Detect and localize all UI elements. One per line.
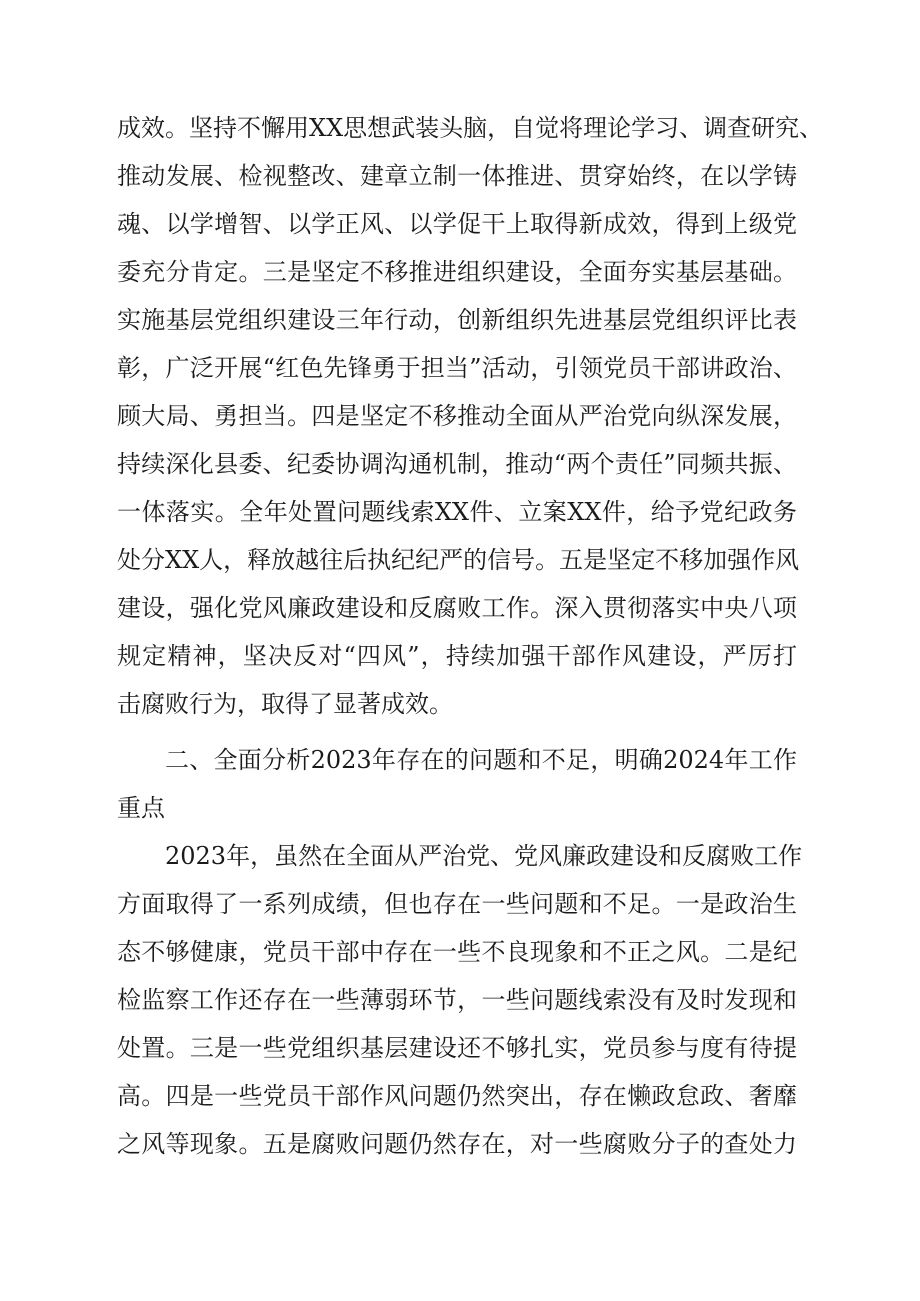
text-line: 建设，强化党风廉政建设和反腐败工作。深入贯彻落实中央八项 xyxy=(117,594,797,622)
text-line: 推动发展、检视整改、建章立制一体推进、贯穿始终，在以学铸 xyxy=(117,162,797,190)
text-line: 魂、以学增智、以学正风、以学促干上取得新成效，得到上级党 xyxy=(117,210,797,238)
text-line: 持续深化县委、纪委协调沟通机制，推动“两个责任”同频共振、 xyxy=(117,450,797,478)
text-line: 之风等现象。五是腐败问题仍然存在，对一些腐败分子的查处力 xyxy=(117,1130,797,1158)
text-line: 处置。三是一些党组织基层建设还不够扎实，党员参与度有待提 xyxy=(117,1034,797,1062)
heading-line: 二、全面分析2023年存在的问题和不足，明确2024年工作 xyxy=(165,746,797,774)
text-line: 实施基层党组织建设三年行动，创新组织先进基层党组织评比表 xyxy=(117,306,797,334)
text-line: 委充分肯定。三是坚定不移推进组织建设，全面夯实基层基础。 xyxy=(117,258,797,286)
text-line: 处分XX人，释放越往后执纪纪严的信号。五是坚定不移加强作风 xyxy=(117,546,800,574)
text-line: 高。四是一些党员干部作风问题仍然突出，存在懒政怠政、奢靡 xyxy=(117,1082,797,1110)
text-line: 击腐败行为，取得了显著成效。 xyxy=(117,690,453,718)
text-line: 成效。坚持不懈用XX思想武装头脑，自觉将理论学习、调查研究、 xyxy=(117,114,824,142)
heading-line: 重点 xyxy=(117,794,165,822)
text-line: 检监察工作还存在一些薄弱环节，一些问题线索没有及时发现和 xyxy=(117,986,797,1014)
paragraph-problems xyxy=(117,832,803,1168)
text-line: 态不够健康，党员干部中存在一些不良现象和不正之风。二是纪 xyxy=(117,938,797,966)
text-line: 方面取得了一系列成绩，但也存在一些问题和不足。一是政治生 xyxy=(117,890,797,918)
text-line: 规定精神，坚决反对“四风”，持续加强干部作风建设，严厉打 xyxy=(117,642,797,670)
text-line: 顾大局、勇担当。四是坚定不移推动全面从严治党向纵深发展， xyxy=(117,402,797,430)
text-line: 彰，广泛开展“红色先锋勇于担当”活动，引领党员干部讲政治、 xyxy=(117,354,797,382)
text-line: 一体落实。全年处置问题线索XX件、立案XX件，给予党纪政务 xyxy=(117,498,797,526)
section-heading xyxy=(117,736,797,832)
document-page xyxy=(117,104,824,1168)
text-line: 2023年，虽然在全面从严治党、党风廉政建设和反腐败工作 xyxy=(165,842,803,870)
paragraph-achievements xyxy=(117,104,824,728)
